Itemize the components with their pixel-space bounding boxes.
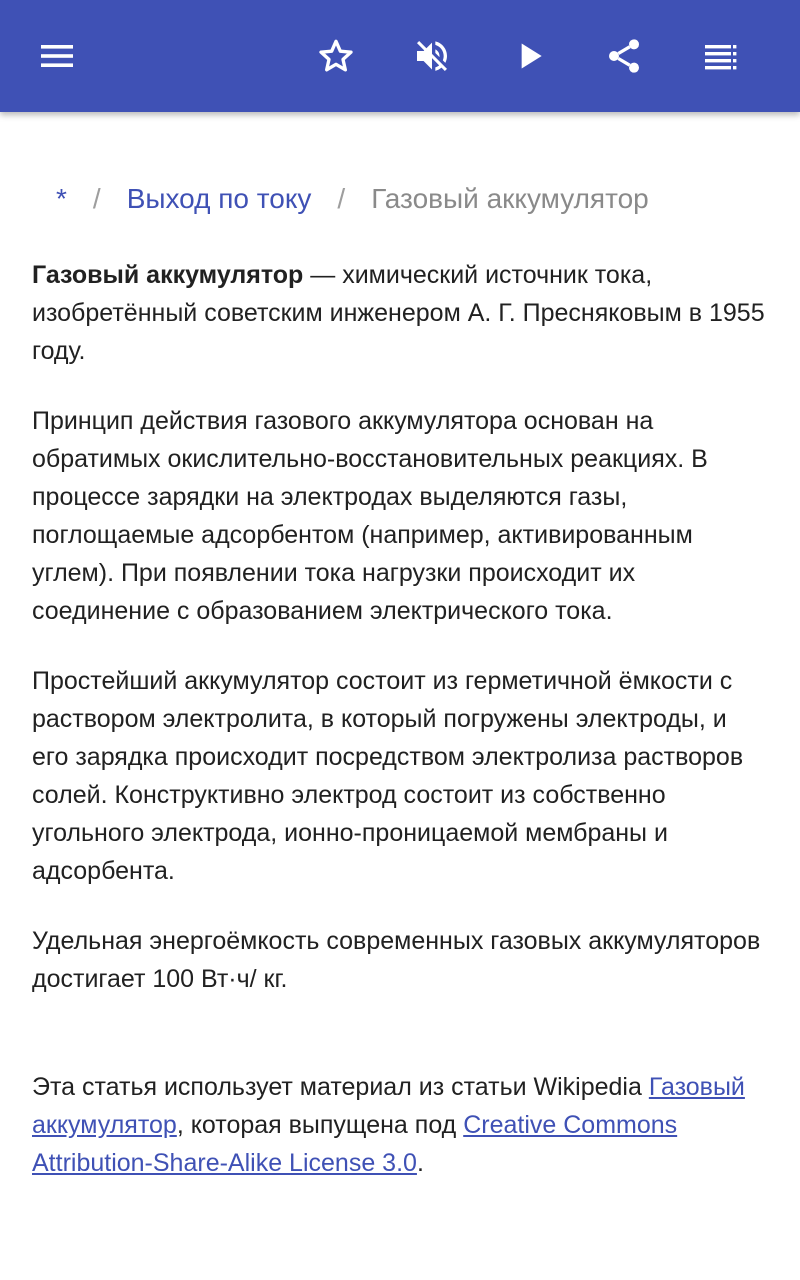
article-intro-text: — химический источник тока, изобретённый советским инженером А. Г. Пресняковым в 1955 году.	[32, 261, 765, 365]
list-icon[interactable]	[696, 32, 744, 80]
star-outline-icon[interactable]	[312, 32, 360, 80]
license-text: Эта статья использует материал из статьи Wikipedia	[32, 1073, 649, 1101]
volume-off-icon[interactable]	[408, 32, 456, 80]
license-text: .	[416, 1149, 424, 1177]
license-link[interactable]: Creative Commons Attribution-Share-Alike License 3.0	[32, 1111, 678, 1177]
breadcrumb-current: Газовый аккумулятор	[371, 183, 649, 214]
breadcrumb-separator: /	[337, 183, 346, 214]
article-term: Газовый аккумулятор	[32, 261, 304, 289]
breadcrumb-separator: /	[92, 183, 101, 214]
article-paragraph: Простейший аккумулятор состоит из герметичной ёмкости с раствором электролита, в который погружены электроды, и его зарядка происходит посредством электролиза растворов солей. Конструктивно электрод состоит из собственно угольного электрода, ионно-проницаемой мембраны и адсорбента.	[32, 667, 744, 885]
article-body	[32, 256, 768, 1030]
play-icon[interactable]	[506, 32, 554, 80]
license-note	[32, 1068, 768, 1182]
app-bar	[0, 0, 800, 112]
share-icon[interactable]	[600, 32, 648, 80]
breadcrumb-home-link[interactable]: *	[56, 183, 67, 214]
license-text: , которая выпущена под	[176, 1111, 464, 1139]
menu-icon[interactable]	[32, 32, 80, 80]
article-paragraph: Удельная энергоёмкость современных газовых аккумуляторов достигает 100 Вт·ч/ кг.	[32, 927, 761, 993]
article-intro	[32, 256, 768, 370]
breadcrumb-parent-link[interactable]: Выход по току	[126, 183, 312, 214]
article-paragraph: Принцип действия газового аккумулятора основан на обратимых окислительно-восстановительных реакциях. В процессе зарядки на электродах выделяются газы, поглощаемые адсорбентом (например, активированным углем). При появлении тока нагрузки происходит их соединение с образованием электрического тока.	[32, 407, 708, 625]
breadcrumb	[56, 182, 649, 216]
source-article-link[interactable]: Газовый аккумулятор	[32, 1073, 745, 1139]
